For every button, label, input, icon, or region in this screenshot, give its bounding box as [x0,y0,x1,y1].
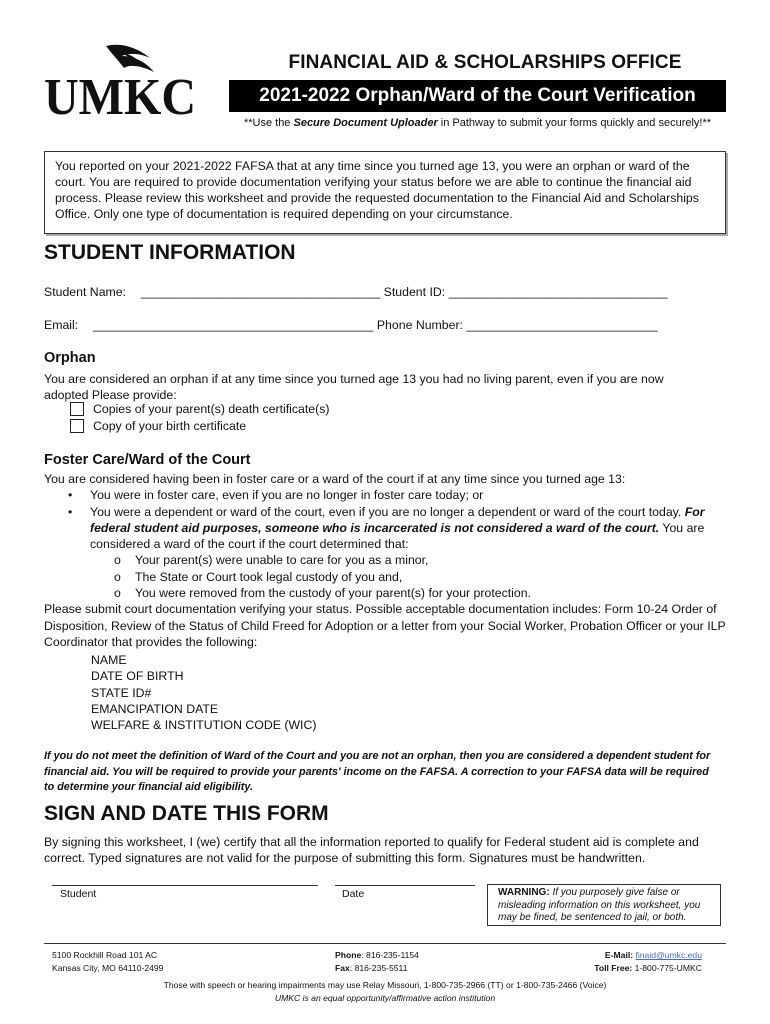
foster-intro: You are considered having been in foster care or a ward of the court if at any time since you turned age 13: [44,472,626,486]
foster-sub-2: o The State or Court took legal custody of you and, [114,569,403,584]
office-title: FINANCIAL AID & SCHOLARSHIPS OFFICE [288,52,682,73]
student-id-field[interactable]: ________________________________ [448,285,668,299]
orphan-option-death-cert[interactable]: Copies of your parent(s) death certificate(s) [70,402,329,416]
email-phone-row [44,318,658,332]
foster-bullet-1: • You were in foster care, even if you are no longer in foster care today; or [68,488,484,503]
phone-label: Phone Number: [376,318,463,332]
email-link[interactable]: finaid@umkc.edu [635,950,702,960]
date-label: Date [342,888,365,900]
form-title: 2021-2022 Orphan/Ward of the Court Verification [229,80,726,112]
student-signature-label: Student [60,888,97,900]
warning-box: WARNING: If you purposely give false or misleading information on this worksheet, you may be fined, be sentenced to jail, or both. [487,884,721,926]
footer-divider [44,943,726,944]
relay-note: Those with speech or hearing impairments may use Relay Missouri, 1-800-735-2966 (TT) or 1-800-735-2466 (Voice) [163,980,607,990]
sign-heading: SIGN AND DATE THIS FORM [44,802,329,825]
doc-item: STATE ID# [91,685,152,700]
student-name-field[interactable]: ___________________________________ [140,285,381,299]
footer-contact: E-Mail: finaid@umkc.edu Toll Free: 1-800-775-UMKC [594,950,702,973]
warning-label: WARNING: [498,887,550,898]
doc-item: WELFARE & INSTITUTION CODE (WIC) [91,718,317,733]
foster-bullet-2: • You were a dependent or ward of the court, even if you are no longer a dependent or ward of the court today. For federal student aid purposes, someone who is incarcerated is not considered a ward of the court. You are considered a ward of the court if the court determined that: [68,504,705,552]
sign-text: By signing this worksheet, I (we) certify that all the information reported to qualify for Federal student aid is complete and correct. Typed signatures are not valid for the purpose of submitting this form. Signatures must be handwritten. [44,835,699,866]
student-name-label: Student Name: [44,285,127,299]
foster-sub-3: o You were removed from the custody of your parent(s) for your protection. [114,586,531,601]
foster-list [44,471,734,650]
doc-item: EMANCIPATION DATE [91,701,219,716]
orphan-option-birth-cert[interactable]: Copy of your birth certificate [70,419,246,433]
student-name-row [44,285,667,299]
orphan-text: You are considered an orphan if at any time since you turned age 13 you had no living parent, even if you are now adopted Please provide: [44,372,664,403]
required-docs-list [91,652,316,733]
umkc-logo [42,44,202,118]
dependent-note: If you do not meet the definition of Ward of the Court and you are not an orphan, then you are considered a dependent student for financial aid. You will be required to provide your parents' income on the FAFSA. A correction to your FAFSA data will be required to determine your financial aid eligibility. [44,750,711,793]
eeo-note: UMKC is an equal opportunity/affirmative action institution [274,993,496,1003]
footer-phone-fax: Phone: 816-235-1154 Fax: 816-235-5511 [335,950,419,973]
footer-address: 5100 Rockhill Road 101 AC Kansas City, MO 64110-2499 [52,950,164,973]
intro-box: You reported on your 2021-2022 FAFSA that at any time since you turned age 13, you were an orphan or ward of the court. You are required to provide documentation verifying your status before we are able to continue the financial aid process. Please review this worksheet and provide the requested documentation to the Financial Aid and Scholarships Office. Only one type of documentation is required depending on your circumstance. [44,151,726,234]
foster-sub-1: o Your parent(s) were unable to care for you as a minor, [114,553,429,568]
date-line[interactable] [335,885,475,886]
birth-cert-checkbox[interactable] [70,419,84,433]
foster-heading: Foster Care/Ward of the Court [44,452,251,468]
doc-item: NAME [91,653,127,667]
email-field[interactable]: _________________________________________ [93,318,374,332]
phone-field[interactable]: ____________________________ [466,318,658,332]
logo-text: UMKC [44,69,196,118]
upload-note: **Use the Secure Document Uploader in Pathway to submit your forms quickly and securely!** [243,117,712,129]
foster-submit-text: Please submit court documentation verifying your status. Possible acceptable documentation includes: Form 10-24 Order of Disposition, Review of the Status of Child Freed for Adoption or a letter from your Social Worker, Probation Officer or your ILP Coordinator that provides the following: [44,602,726,649]
roo-logo-icon [42,44,202,118]
doc-item: DATE OF BIRTH [91,669,184,684]
death-cert-checkbox[interactable] [70,402,84,416]
student-info-heading: STUDENT INFORMATION [44,241,296,264]
uploader-name: Secure Document Uploader [293,117,438,129]
orphan-heading: Orphan [44,350,96,366]
student-signature-line[interactable] [52,885,318,886]
student-id-label: Student ID: [383,285,446,299]
email-label: Email: [44,318,79,332]
